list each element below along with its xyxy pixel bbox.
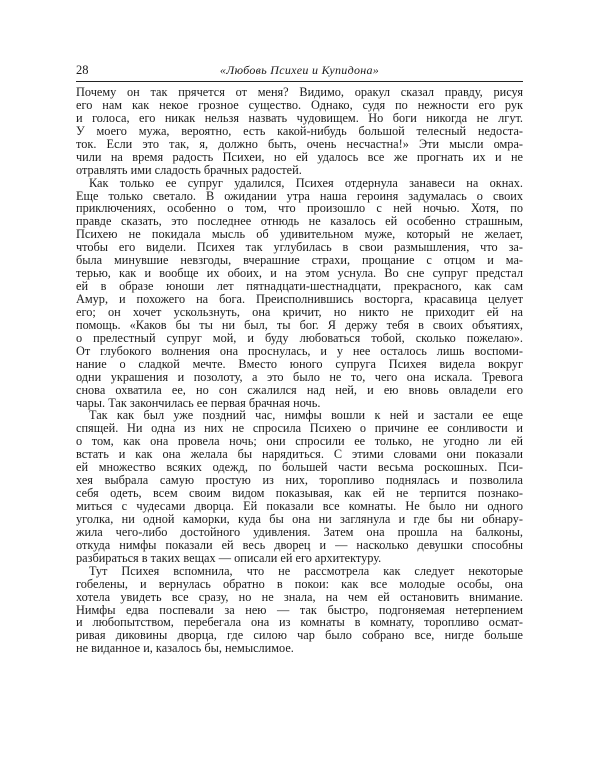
text-line: чили на время радость Психеи, но ей удалось все же прогнать их и не	[76, 149, 523, 164]
text-line: ей множество всяких одежд, по большей части весьма роскошных. Пси-	[76, 460, 523, 475]
text-line: Так как был уже поздний час, нимфы вошли к ней и застали ее еще	[89, 408, 523, 423]
text-line: правде сказать, это последнее отнюдь не казалось ей особенно страшным,	[76, 214, 523, 229]
text-line: была минувшие невзгоды, вчерашние страхи, прощание с отцом и ма-	[76, 253, 523, 268]
running-title: «Любовь Психеи и Купидона»	[219, 63, 380, 77]
text-line: Еще только светало. В ожидании утра наша героиня задумалась о своих	[76, 188, 523, 203]
text-line: Тут Психея вспомнила, что не рассмотрела как следует некоторые	[89, 563, 523, 578]
page-body	[76, 86, 523, 655]
paragraph	[76, 177, 523, 410]
text-line: ток. Если это так, я, должно быть, очень несчастна!» Эти мысли омра-	[76, 136, 523, 151]
text-line: его; он хочет ускользнуть, она кричит, но никто не приходит ей на	[76, 304, 523, 319]
text-line: спящей. Ни одна из них не спросила Психею о причине ее сонливости и	[76, 421, 523, 436]
text-line: помощь. «Каков бы ты ни был, ты бог. Я держу тебя в своих объятиях,	[76, 317, 523, 332]
text-line: чары. Так закончилась ее первая брачная ночь.	[76, 395, 321, 410]
text-line: Как только ее супруг удалился, Психея отдернула занавеси на окнах.	[89, 175, 523, 190]
text-line: Почему он так прячется от меня? Видимо, оракул сказал правду, рисуя	[76, 85, 523, 99]
text-line: отравлять ими сладость брачных радостей.	[76, 162, 302, 177]
text-line: нание о сладкой мечте. Вместо юного супруга Психея видела вокруг	[76, 356, 523, 371]
text-line: себя одеть, всем своим видом показывая, как ей не терпится познако-	[76, 486, 523, 501]
text-line: хотела увидеть все сразу, но не знала, на чем ей остановить внимание.	[76, 589, 523, 604]
text-line: снова охватила ее, но сон сжалился над ней, и ею вновь овладели его	[76, 382, 523, 397]
text-line: откуда нимфы показали ей весь дворец и — насколько девушки способны	[76, 537, 523, 552]
text-line: От глубокого волнения она проснулась, и у нее осталось лишь воспоми-	[76, 343, 523, 358]
text-line: Психею не покидала мысль об удивительном муже, который не желает,	[76, 227, 523, 242]
paragraph	[76, 565, 523, 656]
text-line: не виданное и, казалось бы, немыслимое.	[76, 641, 294, 656]
text-line: ей в образе юноши лет пятнадцати-шестнадцати, прекрасного, как сам	[76, 279, 523, 294]
page-number: 28	[76, 63, 89, 77]
running-header	[76, 63, 523, 82]
text-line: о прелестный супруг мой, и буду любоваться тобой, сколько пожелаю».	[76, 330, 523, 345]
paragraph	[76, 409, 523, 564]
text-line: уголка, ни одной каморки, куда бы она ни заглянула и где бы ни обнару-	[76, 511, 523, 526]
text-line: Амур, и похожего на бога. Преисполнившись восторга, красавица целует	[76, 292, 523, 306]
text-line: встать и как она желала бы нарядиться. С этими словами они показали	[76, 447, 523, 462]
text-line: миться с чудесами дворца. Ей показали все комнаты. Не было ни одного	[76, 499, 523, 513]
text-line: одни украшения и позолоту, а это было не то, чего она искала. Тревога	[76, 369, 523, 384]
text-line: о том, как она провела ночь; они спросили ее только, не угодно ли ей	[76, 434, 523, 449]
text-line: гобелены, и вернулась обратно в покои: как все молодые особы, она	[76, 576, 523, 591]
text-line: и голоса, его никак нельзя назвать чудовищем. Но боги никогда не лгут.	[76, 110, 523, 125]
text-line: приключениях, особенно о том, что произошло с ней ночью. Хотя, по	[76, 201, 523, 216]
text-line: и любопытством, перебегала она из комнаты в комнату, торопливо осмат-	[76, 615, 523, 630]
text-line: жила чего-либо достойного удивления. Затем она прошла на балконы,	[76, 524, 523, 539]
text-line: его нам как некое грозное существо. Однако, судя по нежности его рук	[76, 97, 523, 112]
text-line: хея выбрала самую простую из них, торопливо поднялась и позволила	[76, 473, 523, 488]
text-line: Нимфы едва поспевали за нею — так быстро, подгоняемая нетерпением	[76, 602, 523, 617]
text-line: чтобы его видели. Психея так углубилась в свои размышления, что за-	[76, 240, 523, 255]
text-line: ривая диковины дворца, где силою чар было собрано все, нигде больше	[76, 628, 523, 643]
paragraph	[76, 86, 523, 177]
text-line: терью, как и вообще их обоих, и на этом уснула. Во сне супруг предстал	[76, 266, 523, 281]
text-line: У моего мужа, вероятно, есть какой-нибудь большой телесный недоста-	[76, 123, 523, 138]
text-line: разбираться в таких вещах — описали ей его архитектуру.	[76, 550, 382, 565]
